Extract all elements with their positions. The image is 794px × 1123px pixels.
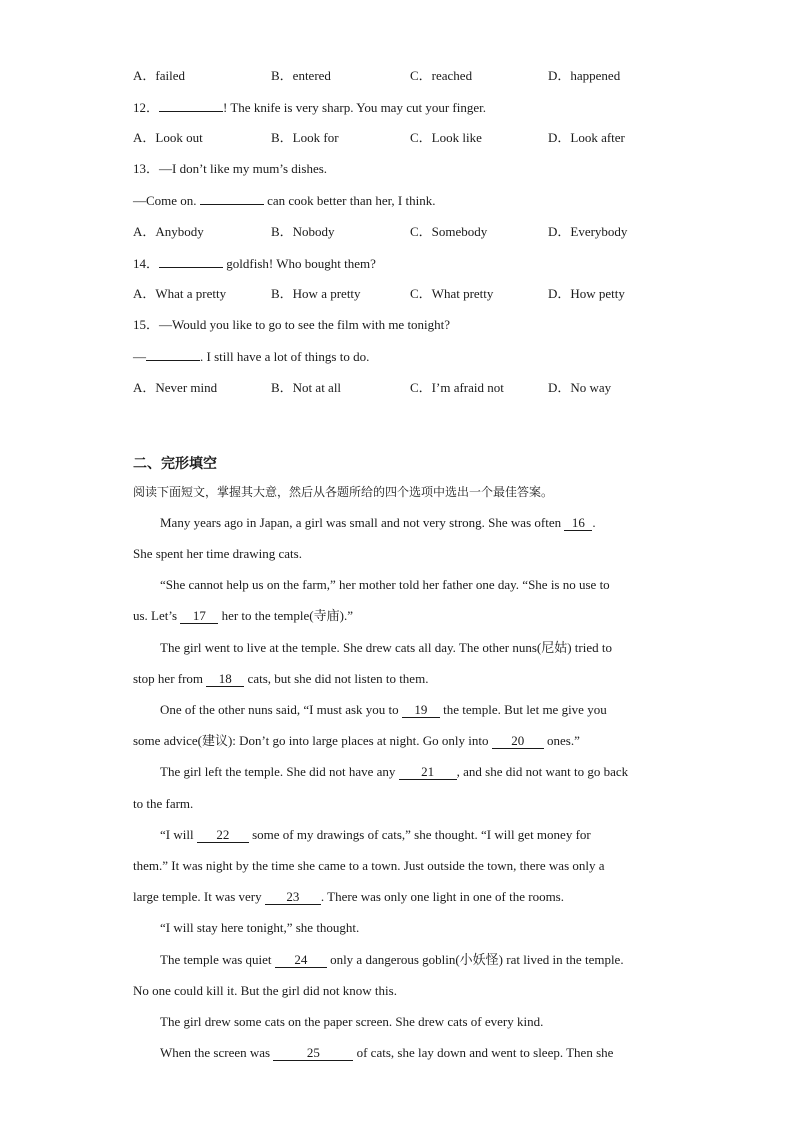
q11-options: [133, 68, 693, 84]
q14-option-a[interactable]: A．What a pretty: [133, 286, 227, 301]
q11-option-d[interactable]: D．happened: [548, 68, 621, 83]
passage-line: large temple. It was very 23 . There was only one light in one of the rooms.: [133, 889, 564, 904]
q12-option-b[interactable]: B．Look for: [271, 130, 339, 145]
q12-option-d[interactable]: D．Look after: [548, 130, 625, 145]
q14-stem: 14． goldfish! Who bought them?: [133, 256, 376, 271]
blank-23[interactable]: 23: [265, 890, 321, 905]
blank-18[interactable]: 18: [206, 672, 244, 687]
blank-24[interactable]: 24: [275, 953, 327, 968]
passage-line: some advice(建议): Don’t go into large places at night. Go only into 20 ones.”: [133, 733, 580, 748]
q13-options: [133, 224, 693, 240]
q15-option-c[interactable]: C．I’m afraid not: [410, 380, 504, 395]
passage-line: The temple was quiet 24 only a dangerous goblin(小妖怪) rat lived in the temple.: [160, 952, 624, 967]
q13-stem: 13．—I don’t like my mum’s dishes.: [133, 161, 328, 176]
q15-stem: 15．—Would you like to go to see the film with me tonight?: [133, 317, 451, 332]
blank-21[interactable]: 21: [399, 765, 457, 780]
q13-option-c[interactable]: C．Somebody: [410, 224, 488, 239]
passage-line: to the farm.: [133, 796, 194, 811]
q15-option-b[interactable]: B．Not at all: [271, 380, 342, 395]
q14-option-b[interactable]: B．How a pretty: [271, 286, 361, 301]
q12-option-c[interactable]: C．Look like: [410, 130, 482, 145]
q13-line2: —Come on. can cook better than her, I think.: [133, 193, 436, 208]
q13-blank: [200, 192, 264, 205]
blank-16[interactable]: 16: [564, 516, 592, 531]
q14-option-c[interactable]: C．What pretty: [410, 286, 494, 301]
section-title: 二、完形填空: [133, 456, 217, 472]
passage-line: No one could kill it. But the girl did not know this.: [133, 983, 397, 998]
blank-19[interactable]: 19: [402, 703, 440, 718]
passage-line: The girl drew some cats on the paper screen. She drew cats of every kind.: [160, 1014, 544, 1029]
q11-option-c[interactable]: C．reached: [410, 68, 473, 83]
passage-line: When the screen was 25 of cats, she lay down and went to sleep. Then she: [160, 1045, 614, 1060]
q15-option-a[interactable]: A．Never mind: [133, 380, 218, 395]
q15-line2: — . I still have a lot of things to do.: [133, 349, 370, 364]
q14-option-d[interactable]: D．How petty: [548, 286, 625, 301]
q15-options: [133, 380, 693, 396]
section-instruction: 阅读下面短文，掌握其大意，然后从各题所给的四个选项中选出一个最佳答案。: [133, 485, 554, 499]
passage-line: stop her from 18 cats, but she did not listen to them.: [133, 671, 429, 686]
q12-blank: [159, 99, 223, 112]
q12-option-a[interactable]: A．Look out: [133, 130, 203, 145]
q12-options: [133, 130, 693, 146]
passage-line: The girl left the temple. She did not have any 21 , and she did not want to go back: [160, 764, 629, 779]
passage-line: One of the other nuns said, “I must ask you to 19 the temple. But let me give you: [160, 702, 607, 717]
q13-option-d[interactable]: D．Everybody: [548, 224, 628, 239]
q12-stem: 12． ! The knife is very sharp. You may cut your finger.: [133, 100, 486, 115]
q13-option-b[interactable]: B．Nobody: [271, 224, 335, 239]
blank-17[interactable]: 17: [180, 609, 218, 624]
passage-line: them.” It was night by the time she came to a town. Just outside the town, there was only a: [133, 858, 605, 873]
passage-line: She spent her time drawing cats.: [133, 546, 302, 561]
q15-blank: [146, 348, 200, 361]
blank-25[interactable]: 25: [273, 1046, 353, 1061]
blank-20[interactable]: 20: [492, 734, 544, 749]
q11-option-b[interactable]: B．entered: [271, 68, 331, 83]
passage-line: Many years ago in Japan, a girl was small and not very strong. She was often 16 .: [160, 515, 596, 530]
q13-option-a[interactable]: A．Anybody: [133, 224, 204, 239]
passage-line: us. Let’s 17 her to the temple(寺庙).”: [133, 608, 353, 623]
q15-option-d[interactable]: D．No way: [548, 380, 612, 395]
blank-22[interactable]: 22: [197, 828, 249, 843]
passage-line: “I will stay here tonight,” she thought.: [160, 920, 360, 935]
passage-line: “I will 22 some of my drawings of cats,” she thought. “I will get money for: [160, 827, 591, 842]
passage-line: “She cannot help us on the farm,” her mother told her father one day. “She is no use to: [160, 577, 610, 592]
q11-option-a[interactable]: A．failed: [133, 68, 185, 83]
q14-blank: [159, 255, 223, 268]
q14-options: [133, 286, 693, 302]
passage-line: The girl went to live at the temple. She drew cats all day. The other nuns(尼姑) tried to: [160, 640, 612, 655]
